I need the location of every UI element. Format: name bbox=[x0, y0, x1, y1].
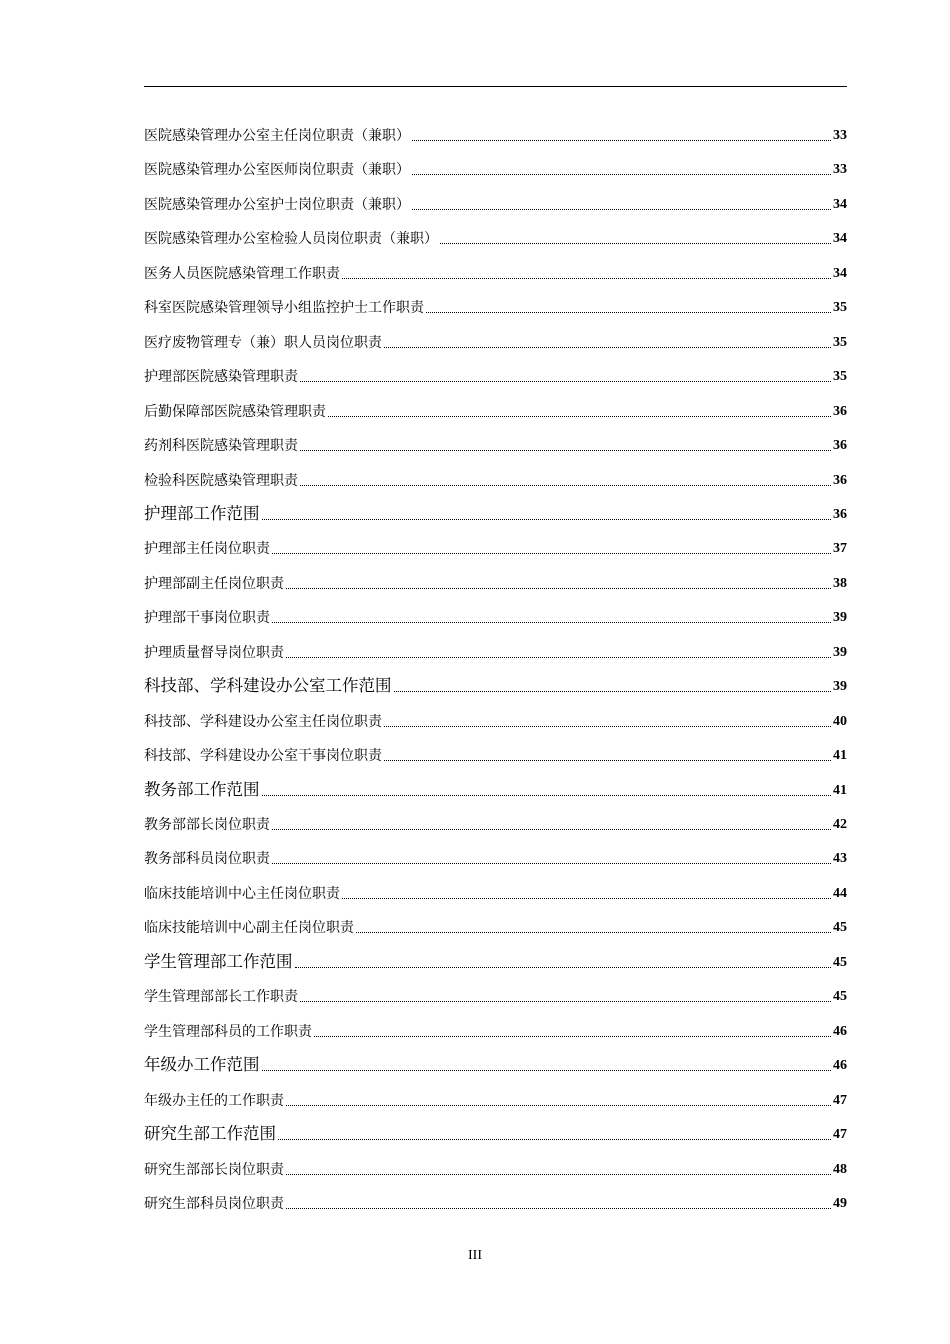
toc-dot-leader bbox=[262, 795, 832, 796]
toc-entry-title: 教务部部长岗位职责 bbox=[144, 817, 270, 833]
toc-entry-title: 研究生部科员岗位职责 bbox=[144, 1195, 284, 1212]
toc-entry-page: 41 bbox=[833, 748, 847, 764]
toc-entry-title: 科技部、学科建设办公室工作范围 bbox=[144, 676, 392, 696]
toc-entry-title: 护理部医院感染管理职责 bbox=[144, 369, 298, 386]
toc-dot-leader bbox=[286, 1208, 831, 1209]
toc-dot-leader bbox=[262, 519, 832, 520]
toc-entry-page: 36 bbox=[833, 403, 847, 419]
toc-entry-page: 33 bbox=[833, 162, 847, 178]
toc-entry-title: 护理部干事岗位职责 bbox=[144, 610, 270, 627]
toc-entry[interactable] bbox=[144, 741, 847, 765]
toc-dot-leader bbox=[342, 898, 831, 899]
toc-dot-leader bbox=[300, 450, 831, 451]
toc-entry[interactable] bbox=[144, 1189, 847, 1213]
toc-entry-title: 学生管理部部长工作职责 bbox=[144, 989, 298, 1006]
toc-entry-page: 45 bbox=[833, 989, 847, 1005]
toc-section-entry[interactable] bbox=[144, 672, 847, 696]
toc-entry[interactable] bbox=[144, 879, 847, 903]
toc-entry-page: 39 bbox=[833, 679, 847, 695]
toc-entry[interactable] bbox=[144, 1086, 847, 1110]
toc-dot-leader bbox=[394, 691, 832, 692]
toc-dot-leader bbox=[300, 381, 831, 382]
toc-dot-leader bbox=[272, 622, 831, 623]
toc-section-entry[interactable] bbox=[144, 1051, 847, 1075]
toc-dot-leader bbox=[262, 1070, 832, 1071]
toc-entry-title: 临床技能培训中心主任岗位职责 bbox=[144, 885, 340, 902]
toc-entry[interactable] bbox=[144, 155, 847, 179]
toc-entry[interactable] bbox=[144, 121, 847, 145]
toc-dot-leader bbox=[286, 1174, 831, 1175]
toc-entry[interactable] bbox=[144, 224, 847, 248]
toc-dot-leader bbox=[412, 174, 831, 175]
toc-dot-leader bbox=[286, 588, 831, 589]
toc-entry[interactable] bbox=[144, 638, 847, 662]
toc-entry[interactable] bbox=[144, 259, 847, 283]
toc-entry-title: 学生管理部科员的工作职责 bbox=[144, 1023, 312, 1040]
toc-dot-leader bbox=[384, 760, 831, 761]
toc-entry-title: 医院感染管理办公室主任岗位职责（兼职） bbox=[144, 128, 410, 144]
toc-entry[interactable] bbox=[144, 466, 847, 490]
toc-entry-title: 学生管理部工作范围 bbox=[144, 951, 293, 971]
toc-entry-page: 35 bbox=[833, 334, 847, 350]
toc-entry-title: 研究生部部长岗位职责 bbox=[144, 1161, 284, 1178]
toc-entry-title: 医院感染管理办公室护士岗位职责（兼职） bbox=[144, 196, 410, 213]
toc-entry-page: 39 bbox=[833, 610, 847, 626]
toc-entry-title: 医疗废物管理专（兼）职人员岗位职责 bbox=[144, 334, 382, 351]
toc-dot-leader bbox=[286, 1105, 831, 1106]
toc-entry[interactable] bbox=[144, 190, 847, 214]
toc-entry-page: 43 bbox=[833, 851, 847, 867]
toc-entry[interactable] bbox=[144, 707, 847, 731]
toc-dot-leader bbox=[412, 209, 831, 210]
toc-entry-page: 47 bbox=[833, 1092, 847, 1108]
toc-entry-page: 42 bbox=[833, 817, 847, 832]
toc-entry-page: 38 bbox=[833, 575, 847, 591]
toc-entry[interactable] bbox=[144, 293, 847, 317]
toc-entry[interactable] bbox=[144, 810, 847, 834]
toc-dot-leader bbox=[272, 829, 831, 830]
toc-dot-leader bbox=[272, 863, 831, 864]
toc-dot-leader bbox=[300, 1001, 831, 1002]
toc-entry[interactable] bbox=[144, 844, 847, 868]
toc-entry-page: 36 bbox=[833, 472, 847, 488]
toc-dot-leader bbox=[286, 657, 831, 658]
toc-entry-title: 医务人员医院感染管理工作职责 bbox=[144, 265, 340, 282]
toc-section-entry[interactable] bbox=[144, 776, 847, 800]
toc-entry-page: 39 bbox=[833, 644, 847, 660]
toc-dot-leader bbox=[328, 416, 831, 417]
toc-entry-title: 年级办主任的工作职责 bbox=[144, 1092, 284, 1109]
toc-entry-page: 37 bbox=[833, 541, 847, 557]
toc-entry-page: 36 bbox=[833, 506, 847, 522]
toc-entry-title: 科技部、学科建设办公室干事岗位职责 bbox=[144, 748, 382, 765]
toc-entry-page: 34 bbox=[833, 231, 847, 247]
toc-entry-title: 护理部副主任岗位职责 bbox=[144, 575, 284, 592]
toc-entry-title: 研究生部工作范围 bbox=[144, 1124, 276, 1144]
toc-entry[interactable] bbox=[144, 1017, 847, 1041]
toc-entry[interactable] bbox=[144, 362, 847, 386]
toc-entry-page: 47 bbox=[833, 1127, 847, 1143]
toc-entry-page: 34 bbox=[833, 265, 847, 281]
toc-entry[interactable] bbox=[144, 431, 847, 455]
toc-entry[interactable] bbox=[144, 913, 847, 937]
toc-entry-page: 41 bbox=[833, 782, 847, 798]
toc-entry-title: 科技部、学科建设办公室主任岗位职责 bbox=[144, 713, 382, 730]
toc-entry-page: 45 bbox=[833, 920, 847, 936]
toc-entry-title: 检验科医院感染管理职责 bbox=[144, 472, 298, 489]
toc-dot-leader bbox=[426, 312, 831, 313]
toc-entry-title: 教务部科员岗位职责 bbox=[144, 851, 270, 868]
toc-section-entry[interactable] bbox=[144, 500, 847, 524]
toc-entry[interactable] bbox=[144, 569, 847, 593]
header-rule bbox=[144, 86, 847, 87]
toc-entry-title: 护理部工作范围 bbox=[144, 503, 260, 523]
toc-entry-page: 35 bbox=[833, 369, 847, 385]
toc-entry-title: 护理质量督导岗位职责 bbox=[144, 644, 284, 661]
toc-entry-page: 44 bbox=[833, 885, 847, 901]
toc-entry-page: 34 bbox=[833, 196, 847, 212]
toc-entry[interactable] bbox=[144, 1155, 847, 1179]
toc-entry-title: 教务部工作范围 bbox=[144, 779, 260, 799]
toc-entry[interactable] bbox=[144, 603, 847, 627]
toc-entry-page: 49 bbox=[833, 1195, 847, 1211]
toc-entry[interactable] bbox=[144, 397, 847, 421]
toc-dot-leader bbox=[440, 243, 831, 244]
toc-entry[interactable] bbox=[144, 534, 847, 558]
toc-entry-title: 药剂科医院感染管理职责 bbox=[144, 438, 298, 455]
toc-dot-leader bbox=[384, 347, 831, 348]
toc-entry-title: 科室医院感染管理领导小组监控护士工作职责 bbox=[144, 300, 424, 317]
toc-dot-leader bbox=[300, 485, 831, 486]
toc-dot-leader bbox=[342, 278, 831, 279]
toc-entry-page: 46 bbox=[833, 1023, 847, 1039]
toc-entry[interactable] bbox=[144, 328, 847, 352]
toc-dot-leader bbox=[278, 1139, 831, 1140]
toc-entry-page: 35 bbox=[833, 300, 847, 316]
toc-dot-leader bbox=[314, 1036, 831, 1037]
toc-entry-title: 护理部主任岗位职责 bbox=[144, 541, 270, 558]
toc-entry-title: 后勤保障部医院感染管理职责 bbox=[144, 403, 326, 420]
toc-entry-page: 40 bbox=[833, 713, 847, 729]
toc-dot-leader bbox=[295, 967, 832, 968]
toc-entry-title: 医院感染管理办公室医师岗位职责（兼职） bbox=[144, 162, 410, 179]
toc-entry-page: 48 bbox=[833, 1161, 847, 1177]
toc-section-entry[interactable] bbox=[144, 948, 847, 972]
toc-entry-page: 45 bbox=[833, 954, 847, 970]
toc-dot-leader bbox=[384, 726, 831, 727]
toc-entry-title: 临床技能培训中心副主任岗位职责 bbox=[144, 920, 354, 937]
page-number: III bbox=[468, 1248, 482, 1263]
toc-dot-leader bbox=[412, 140, 831, 141]
toc-section-entry[interactable] bbox=[144, 1120, 847, 1144]
toc-entry-page: 33 bbox=[833, 128, 847, 143]
toc-dot-leader bbox=[272, 553, 831, 554]
toc-entry-title: 医院感染管理办公室检验人员岗位职责（兼职） bbox=[144, 231, 438, 248]
toc-entry-page: 46 bbox=[833, 1058, 847, 1074]
toc-dot-leader bbox=[356, 932, 831, 933]
toc-entry[interactable] bbox=[144, 982, 847, 1006]
toc-entry-page: 36 bbox=[833, 438, 847, 454]
toc-entry-title: 年级办工作范围 bbox=[144, 1055, 260, 1075]
